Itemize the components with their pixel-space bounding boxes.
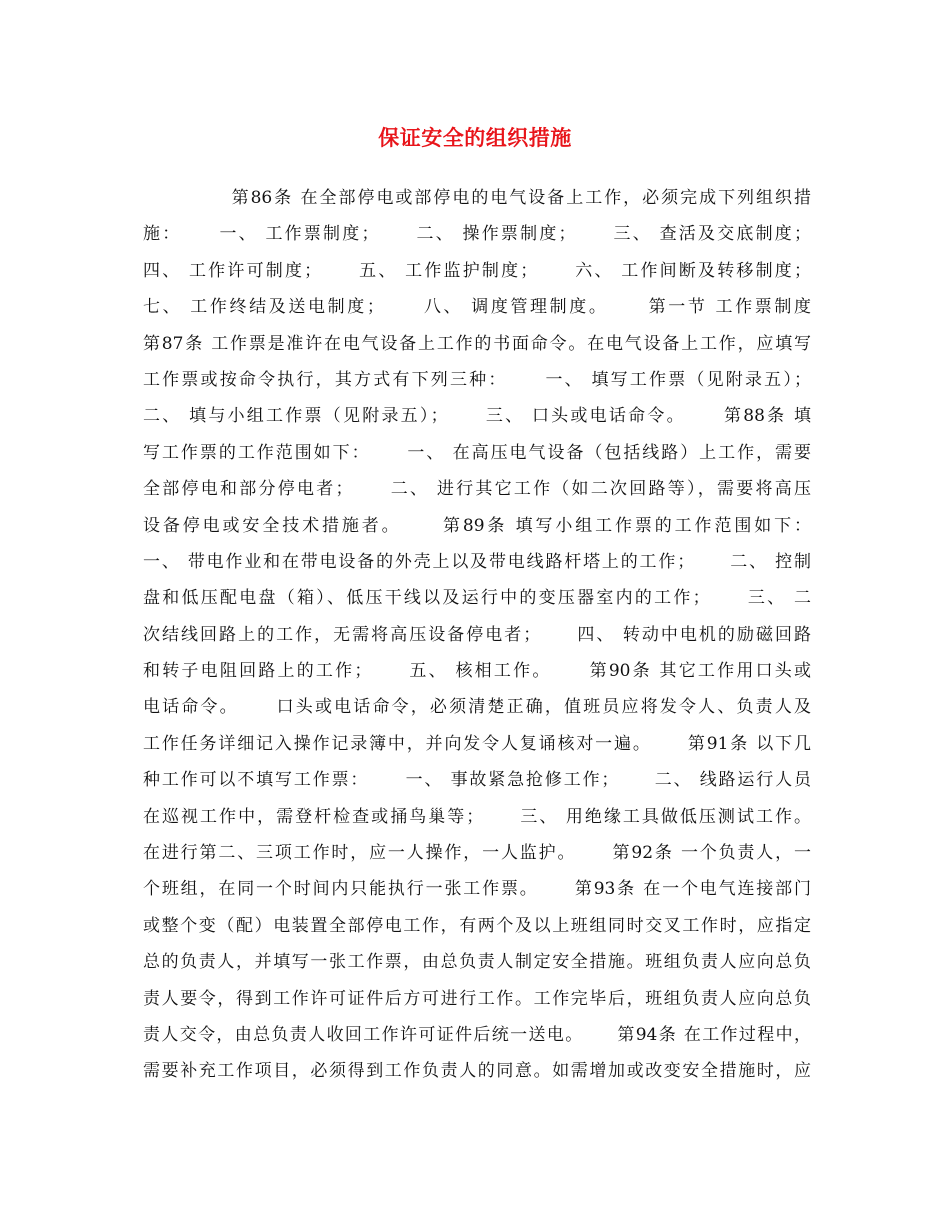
body-line: 次结线回路上的工作，无需将高压设备停电者； 四、 转动中电机的励磁回路 [143,624,811,645]
body-line: 在进行第二、三项工作时，应一人操作，一人监护。 第92条 一个负责人，一 [143,843,811,864]
body-line: 全部停电和部分停电者； 二、 进行其它工作（如二次回路等），需要将高压 [143,479,811,500]
body-line: 和转子电阻回路上的工作； 五、 核相工作。 第90条 其它工作用口头或 [143,661,811,682]
body-line: 第87条 工作票是准许在电气设备上工作的书面命令。在电气设备上工作，应填写 [143,333,811,354]
body-line: 设备停电或安全技术措施者。 第89条 填写小组工作票的工作范围如下： [143,515,811,536]
body-line: 二、 填与小组工作票（见附录五）； 三、 口头或电话命令。 第88条 填 [143,406,811,427]
body-line: 责人要令，得到工作许可证件后方可进行工作。工作完毕后，班组负责人应向总负 [143,988,811,1009]
body-line: 总的负责人，并填写一张工作票，由总负责人制定安全措施。班组负责人应向总负 [143,952,811,973]
document-body [143,180,811,1090]
body-line: 工作票或按命令执行，其方式有下列三种： 一、 填写工作票（见附录五）； [143,369,811,390]
body-line: 四、 工作许可制度； 五、 工作监护制度； 六、 工作间断及转移制度； [143,260,811,281]
body-line: 责人交令，由总负责人收回工作许可证件后统一送电。 第94条 在工作过程中， [143,1024,811,1045]
body-line: 施： 一、 工作票制度； 二、 操作票制度； 三、 查活及交底制度； [143,224,811,245]
body-line: 种工作可以不填写工作票： 一、 事故紧急抢修工作； 二、 线路运行人员 [143,770,811,791]
body-line: 电话命令。 口头或电话命令，必须清楚正确，值班员应将发令人、负责人及 [143,697,811,718]
body-line: 在巡视工作中，需登杆检查或捅鸟巢等； 三、 用绝缘工具做低压测试工作。 [143,806,811,827]
body-line: 需要补充工作项目，必须得到工作负责人的同意。如需增加或改变安全措施时，应 [143,1061,811,1082]
body-line: 第86条 在全部停电或部停电的电气设备上工作，必须完成下列组织措 [143,188,811,208]
document-title: 保证安全的组织措施 [378,126,572,150]
body-line: 或整个变（配）电装置全部停电工作，有两个及以上班组同时交叉工作时，应指定 [143,915,811,936]
body-line: 一、 带电作业和在带电设备的外壳上以及带电线路杆塔上的工作； 二、 控制 [143,551,811,572]
body-line: 工作任务详细记入操作记录簿中，并向发令人复诵核对一遍。 第91条 以下几 [143,733,811,754]
body-line: 盘和低压配电盘（箱）、低压干线以及运行中的变压器室内的工作； 三、 二 [143,588,811,609]
body-line: 个班组，在同一个时间内只能执行一张工作票。 第93条 在一个电气连接部门 [143,879,811,900]
body-line: 七、 工作终结及送电制度； 八、 调度管理制度。 第一节 工作票制度 [143,297,811,318]
body-line: 写工作票的工作范围如下： 一、 在高压电气设备（包括线路）上工作，需要 [143,442,811,463]
